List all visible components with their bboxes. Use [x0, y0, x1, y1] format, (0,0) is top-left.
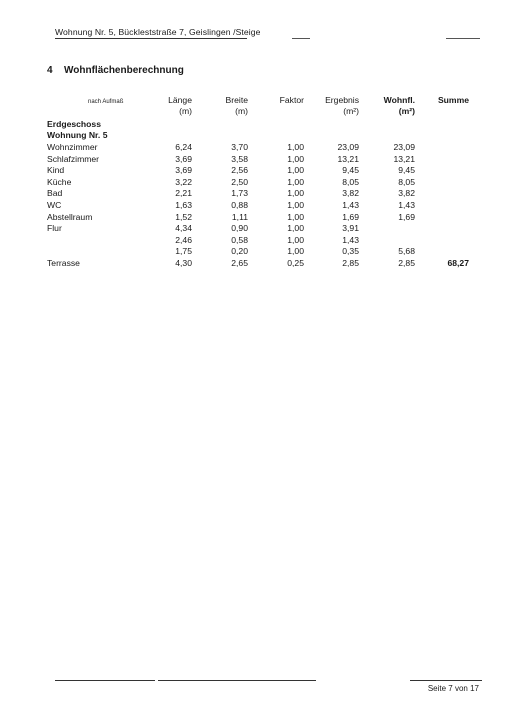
cell-name: Küche: [47, 176, 72, 187]
header-mark-1: [292, 38, 310, 39]
cell-name: Schlafzimmer: [47, 153, 100, 164]
cell-laenge: 3,22: [175, 176, 192, 187]
footer-line-left: [55, 680, 155, 681]
cell-ergebnis: 1,43: [342, 234, 359, 245]
cell-ergebnis: 8,05: [342, 176, 359, 187]
cell-faktor: 1,00: [287, 176, 304, 187]
page-header: Wohnung Nr. 5, Bückleststraße 7, Geislingen /Steige: [55, 27, 261, 37]
cell-breite: 3,58: [231, 153, 248, 164]
cell-name: Flur: [47, 223, 62, 234]
cell-laenge: 4,34: [175, 223, 192, 234]
header-wohnfl: Wohnfl.: [383, 95, 415, 105]
cell-breite: 0,90: [231, 223, 248, 234]
cell-ergebnis: 0,35: [342, 246, 359, 257]
header-laenge: Länge: [168, 95, 192, 105]
cell-laenge: 2,21: [175, 188, 192, 199]
cell-breite: 0,58: [231, 234, 248, 245]
header-faktor: Faktor: [279, 95, 304, 105]
cell-laenge: 4,30: [175, 258, 192, 268]
cell-breite: 1,11: [231, 211, 248, 222]
header-ergebnis-unit: (m²): [343, 106, 359, 116]
cell-name: Abstellraum: [47, 211, 93, 222]
cell-wohnfl: 2,85: [398, 258, 415, 268]
group-floor: Erdgeschoss: [47, 119, 101, 129]
section-number: 4: [47, 65, 53, 76]
cell-wohnfl: 8,05: [398, 176, 415, 187]
footer-line-right: [410, 680, 482, 681]
cell-faktor: 1,00: [287, 188, 304, 199]
cell-summe: 68,27: [447, 258, 469, 268]
cell-faktor: 1,00: [287, 234, 304, 245]
cell-ergebnis: 9,45: [342, 165, 359, 176]
page-number: Seite 7 von 17: [427, 684, 479, 693]
cell-laenge: 1,75: [175, 246, 192, 257]
cell-laenge: 1,52: [175, 211, 192, 222]
cell-faktor: 1,00: [287, 142, 304, 152]
cell-name: Kind: [47, 165, 65, 176]
cell-faktor: 1,00: [287, 223, 304, 234]
section-title-text: Wohnflächenberechnung: [64, 65, 184, 76]
cell-laenge: 1,63: [175, 200, 192, 210]
cell-faktor: 1,00: [287, 153, 304, 164]
cell-ergebnis: 2,85: [342, 258, 359, 268]
cell-laenge: 2,46: [175, 234, 192, 245]
cell-name: Terrasse: [47, 258, 80, 268]
header-ergebnis: Ergebnis: [325, 95, 359, 105]
cell-ergebnis: 23,09: [337, 142, 359, 152]
cell-breite: 2,65: [231, 258, 248, 268]
cell-breite: 3,70: [231, 142, 248, 152]
cell-faktor: 1,00: [287, 246, 304, 257]
header-breite: Breite: [225, 95, 248, 105]
cell-breite: 1,73: [231, 188, 248, 199]
cell-wohnfl: 1,43: [398, 200, 415, 210]
cell-laenge: 3,69: [175, 165, 192, 176]
cell-wohnfl: 5,68: [398, 246, 415, 257]
group-unit: Wohnung Nr. 5: [47, 130, 108, 140]
cell-name: Bad: [47, 188, 63, 199]
cell-wohnfl: 9,45: [398, 165, 415, 176]
cell-ergebnis: 1,69: [342, 211, 359, 222]
cell-laenge: 3,69: [175, 153, 192, 164]
section-title: [47, 65, 184, 76]
cell-wohnfl: 3,82: [398, 188, 415, 199]
cell-faktor: 0,25: [287, 258, 304, 268]
cell-faktor: 1,00: [287, 200, 304, 210]
header-note: nach Aufmaß: [88, 99, 124, 105]
cell-breite: 2,50: [231, 176, 248, 187]
header-laenge-unit: (m): [179, 106, 192, 116]
cell-wohnfl: 1,69: [398, 211, 415, 222]
header-summe: Summe: [437, 95, 469, 105]
cell-name: WC: [47, 200, 62, 210]
header-wohnfl-unit: (m²): [398, 106, 415, 116]
footer-line-mid: [158, 680, 316, 681]
cell-breite: 2,56: [231, 165, 248, 176]
cell-breite: 0,88: [231, 200, 248, 210]
cell-breite: 0,20: [231, 246, 248, 257]
cell-faktor: 1,00: [287, 211, 304, 222]
cell-ergebnis: 3,91: [342, 223, 359, 234]
cell-ergebnis: 13,21: [337, 153, 359, 164]
cell-wohnfl: 13,21: [393, 153, 415, 164]
cell-laenge: 6,24: [175, 142, 192, 152]
header-underline: [55, 38, 247, 39]
cell-name: Wohnzimmer: [47, 142, 98, 152]
cell-wohnfl: 23,09: [393, 142, 415, 152]
header-breite-unit: (m): [235, 106, 248, 116]
cell-ergebnis: 3,82: [342, 188, 359, 199]
cell-faktor: 1,00: [287, 165, 304, 176]
cell-ergebnis: 1,43: [342, 200, 359, 210]
header-mark-2: [446, 38, 480, 39]
